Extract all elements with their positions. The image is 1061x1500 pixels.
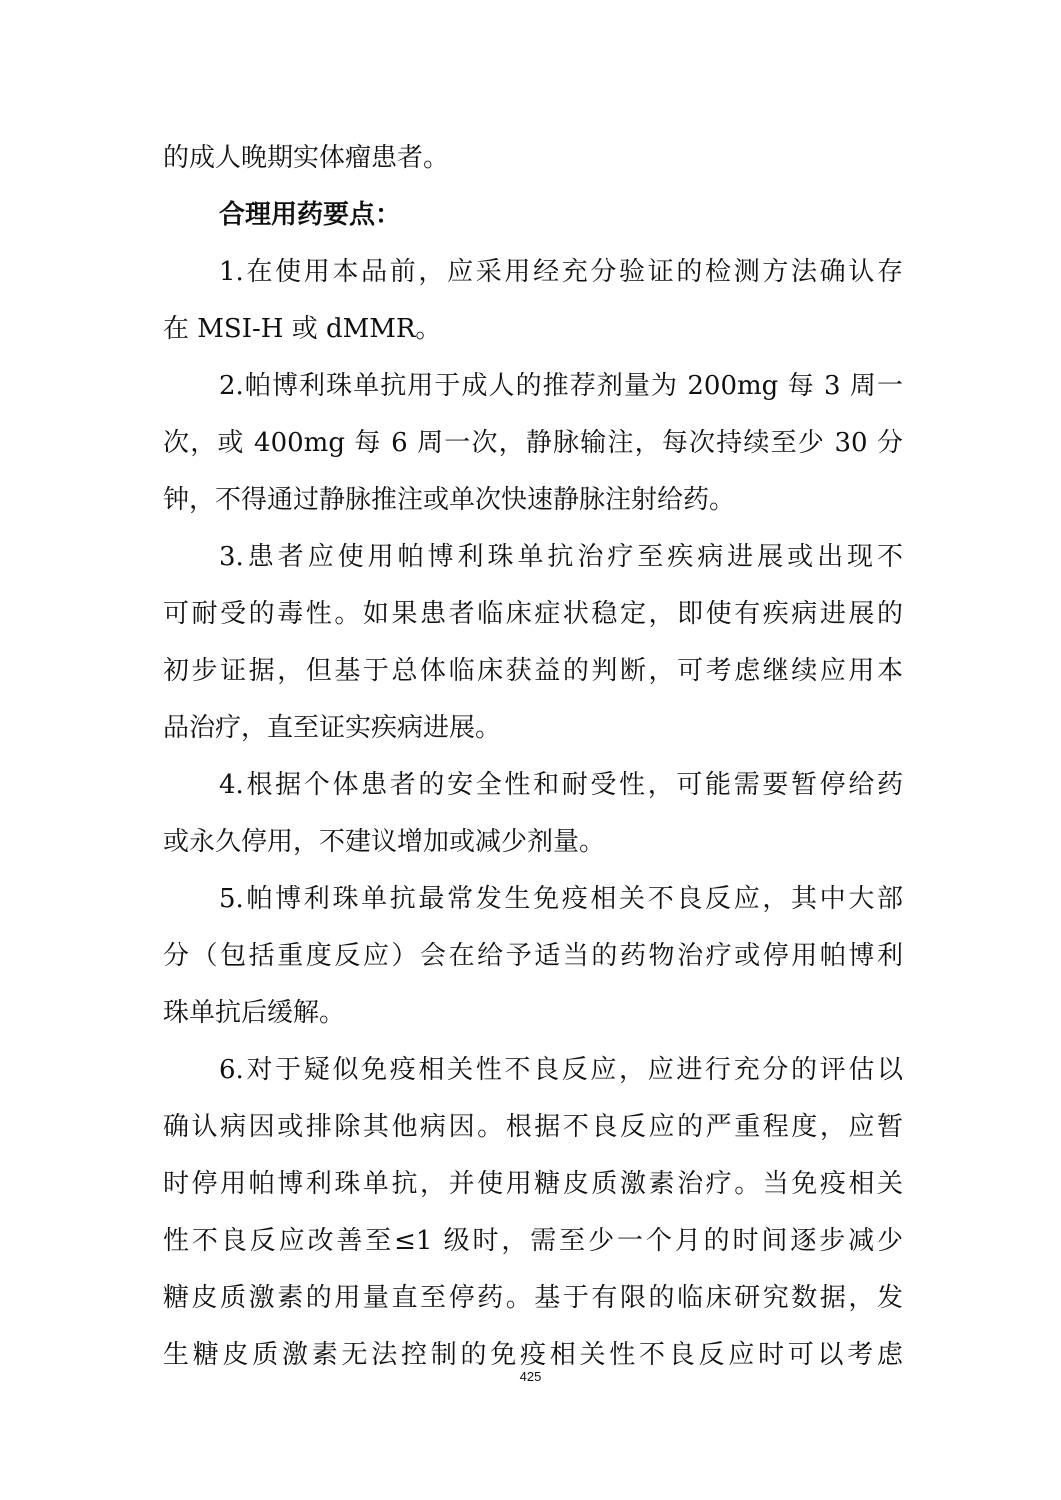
text-line: 时停用帕博利珠单抗，并使用糖皮质激素治疗。当免疫相关 bbox=[163, 1169, 903, 1199]
text-line: 生糖皮质激素无法控制的免疫相关性不良反应时可以考虑 bbox=[163, 1340, 903, 1370]
text-line: 糖皮质激素的用量直至停药。基于有限的临床研究数据，发 bbox=[163, 1283, 903, 1313]
text-line: 初步证据，但基于总体临床获益的判断，可考虑继续应用本 bbox=[163, 656, 903, 686]
text-line: 可耐受的毒性。如果患者临床症状稳定，即使有疾病进展的 bbox=[163, 599, 903, 629]
text-line: 5.帕博利珠单抗最常发生免疫相关不良反应，其中大部 bbox=[219, 884, 903, 914]
text-line: 1.在使用本品前，应采用经充分验证的检测方法确认存 bbox=[219, 257, 903, 287]
text-line: 分（包括重度反应）会在给予适当的药物治疗或停用帕博利 bbox=[163, 941, 903, 971]
text-line: 钟，不得通过静脉推注或单次快速静脉注射给药。 bbox=[163, 485, 736, 515]
text-line: 或永久停用，不建议增加或减少剂量。 bbox=[163, 827, 606, 857]
text-line: 在 MSI-H 或 dMMR。 bbox=[163, 314, 442, 344]
body-text bbox=[163, 130, 903, 1384]
text-line: 珠单抗后缓解。 bbox=[163, 998, 346, 1028]
text-line: 2.帕博利珠单抗用于成人的推荐剂量为 200mg 每 3 周一 bbox=[219, 371, 903, 401]
text-line: 4.根据个体患者的安全性和耐受性，可能需要暂停给药 bbox=[219, 770, 903, 800]
page-number: 425 bbox=[519, 1369, 542, 1384]
text-line: 品治疗，直至证实疾病进展。 bbox=[163, 713, 502, 743]
text-line: 确认病因或排除其他病因。根据不良反应的严重程度，应暂 bbox=[163, 1112, 903, 1142]
text-line: 性不良反应改善至≤1 级时，需至少一个月的时间逐步减少 bbox=[163, 1226, 903, 1256]
text-line: 6.对于疑似免疫相关性不良反应，应进行充分的评估以 bbox=[219, 1055, 903, 1085]
text-line: 3.患者应使用帕博利珠单抗治疗至疾病进展或出现不 bbox=[219, 542, 903, 572]
text-line: 的成人晚期实体瘤患者。 bbox=[163, 143, 450, 173]
section-heading: 合理用药要点： bbox=[219, 200, 402, 230]
text-line: 次，或 400mg 每 6 周一次，静脉输注，每次持续至少 30 分 bbox=[163, 428, 903, 458]
